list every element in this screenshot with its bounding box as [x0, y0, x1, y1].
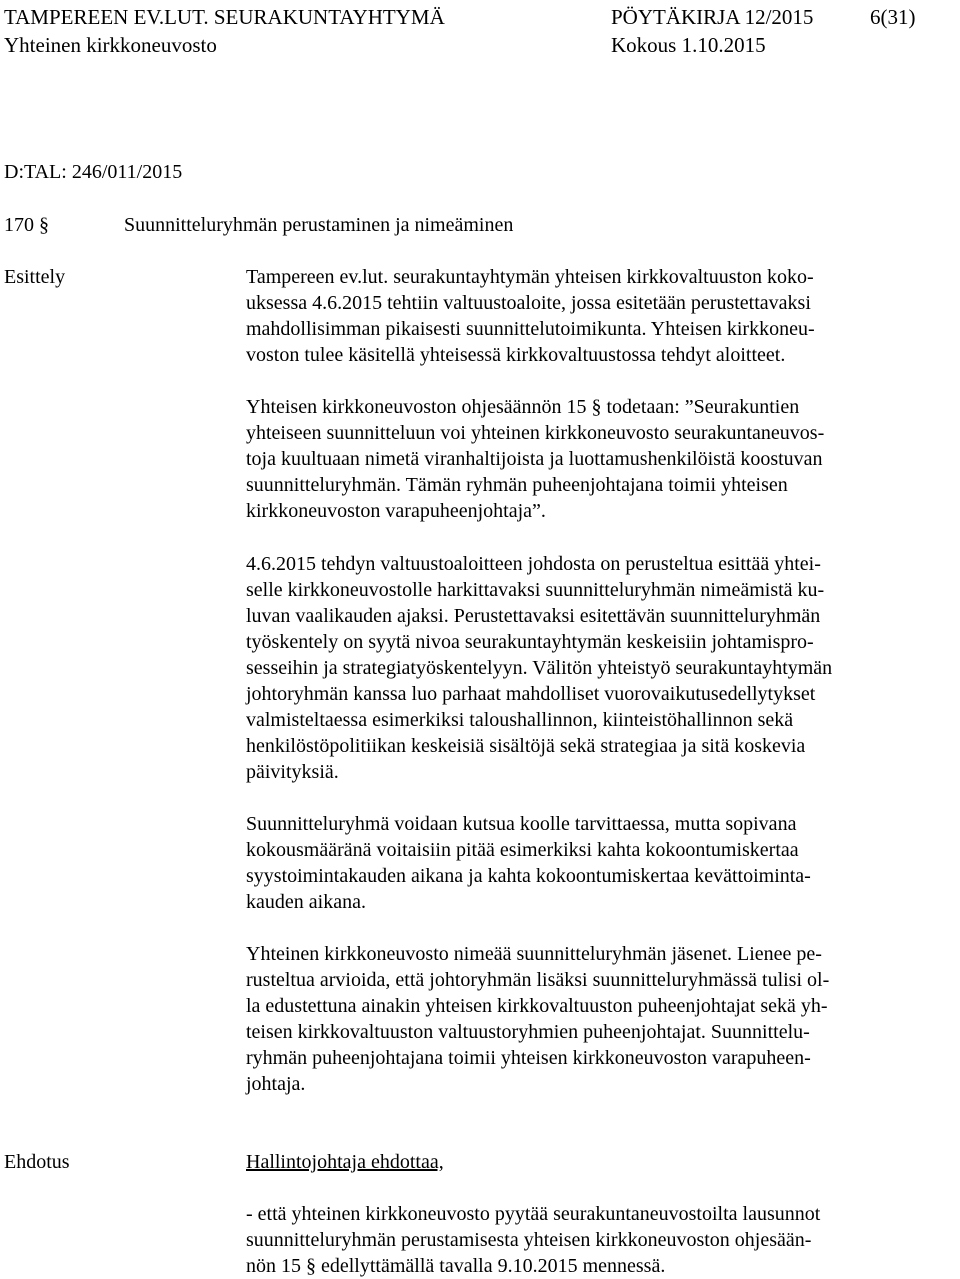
paragraph-line: kirkkoneuvoston varapuheenjohtaja”. [246, 500, 546, 522]
paragraph-line: teisen kirkkovaltuuston valtuustoryhmien puheenjohtajat. Suunnittelu- [246, 1021, 810, 1043]
paragraph-line: päivityksiä. [246, 761, 339, 783]
esittely-paragraph-3 [246, 551, 906, 785]
esittely-paragraph-1 [246, 264, 906, 368]
paragraph-line: työskentely on syytä nivoa seurakuntayhtymän keskeisiin johtamispro- [246, 631, 814, 653]
ehdotus-proposal [246, 1201, 906, 1279]
paragraph-line: Yhteinen kirkkoneuvosto nimeää suunnitteluryhmän jäsenet. Lienee pe- [246, 943, 822, 965]
paragraph-line: Yhteisen kirkkoneuvoston ohjesäännön 15 § todetaan: ”Seurakuntien [246, 396, 800, 418]
paragraph-line: sesseihin ja strategiatyöskentelyyn. Välitön yhteistyö seurakuntayhtymän [246, 657, 833, 679]
reference-number: D:TAL: 246/011/2015 [4, 161, 183, 183]
paragraph-line: kokousmääränä voitaisiin pitää esimerkiksi kahta kokoontumiskertaa [246, 839, 799, 861]
header-page-number: 6(31) [870, 5, 916, 29]
paragraph-line: johtaja. [246, 1073, 306, 1095]
paragraph-line: ryhmän puheenjohtajana toimii yhteisen kirkkoneuvoston varapuheen- [246, 1047, 811, 1069]
header-body: Yhteinen kirkkoneuvosto [4, 33, 217, 57]
ehdotus-label: Ehdotus [4, 1151, 70, 1173]
paragraph-line: mahdollisimman pikaisesti suunnittelutoimikunta. Yhteisen kirkkoneu- [246, 318, 815, 340]
esittely-label: Esittely [4, 266, 66, 288]
header-org: TAMPEREEN EV.LUT. SEURAKUNTAYHTYMÄ [4, 5, 445, 29]
paragraph-line: uksessa 4.6.2015 tehtiin valtuustoaloite, jossa esitetään perustettavaksi [246, 292, 811, 314]
header-meeting: Kokous 1.10.2015 [611, 33, 766, 57]
paragraph-line: rusteltua arvioida, että johtoryhmän lisäksi suunnitteluryhmässä tulisi ol- [246, 969, 830, 991]
proposal-line: suunnitteluryhmän perustamisesta yhteisen kirkkoneuvoston ohjesään- [246, 1229, 812, 1251]
paragraph-line: luvan vaalikauden ajaksi. Perustettavaksi esitettävän suunnitteluryhmän [246, 605, 821, 627]
paragraph-line: toja kuultuaan nimetä viranhaltijoista ja luottamushenkilöistä koostuvan [246, 448, 823, 470]
paragraph-line: Suunnitteluryhmä voidaan kutsua koolle tarvittaessa, mutta sopivana [246, 813, 797, 835]
ehdotus-heading: Hallintojohtaja ehdottaa, [246, 1151, 444, 1173]
header-document: PÖYTÄKIRJA 12/2015 [611, 5, 814, 29]
paragraph-line: voston tulee käsitellä yhteisessä kirkkovaltuustossa tehdyt aloitteet. [246, 344, 786, 366]
paragraph-line: syystoimintakauden aikana ja kahta kokoontumiskertaa kevättoiminta- [246, 865, 811, 887]
paragraph-line: 4.6.2015 tehdyn valtuustoaloitteen johdosta on perusteltua esittää yhtei- [246, 553, 821, 575]
paragraph-line: johtoryhmän kanssa luo parhaat mahdolliset vuorovaikutusedellytykset [246, 683, 816, 705]
paragraph-line: kauden aikana. [246, 891, 366, 913]
section-title: Suunnitteluryhmän perustaminen ja nimeäminen [124, 214, 514, 236]
paragraph-line: yhteiseen suunnitteluun voi yhteinen kirkkoneuvosto seurakuntaneuvos- [246, 422, 825, 444]
paragraph-line: Tampereen ev.lut. seurakuntayhtymän yhteisen kirkkovaltuuston koko- [246, 266, 814, 288]
esittely-paragraph-4 [246, 811, 906, 915]
section-number: 170 § [4, 214, 49, 236]
paragraph-line: valmisteltaessa esimerkiksi taloushallinnon, kiinteistöhallinnon sekä [246, 709, 794, 731]
proposal-line: nön 15 § edellyttämällä tavalla 9.10.2015 mennessä. [246, 1255, 666, 1277]
paragraph-line: la edustettuna ainakin yhteisen kirkkovaltuuston puheenjohtajat sekä yh- [246, 995, 828, 1017]
paragraph-line: selle kirkkoneuvostolle harkittavaksi suunnitteluryhmän nimeämistä ku- [246, 579, 825, 601]
esittely-paragraph-2 [246, 394, 906, 524]
paragraph-line: henkilöstöpolitiikan keskeisiä sisältöjä sekä strategiaa ja sitä koskevia [246, 735, 806, 757]
proposal-line: - että yhteinen kirkkoneuvosto pyytää seurakuntaneuvostoilta lausunnot [246, 1203, 821, 1225]
esittely-paragraph-5 [246, 941, 906, 1097]
paragraph-line: suunnitteluryhmän. Tämän ryhmän puheenjohtajana toimii yhteisen [246, 474, 788, 496]
